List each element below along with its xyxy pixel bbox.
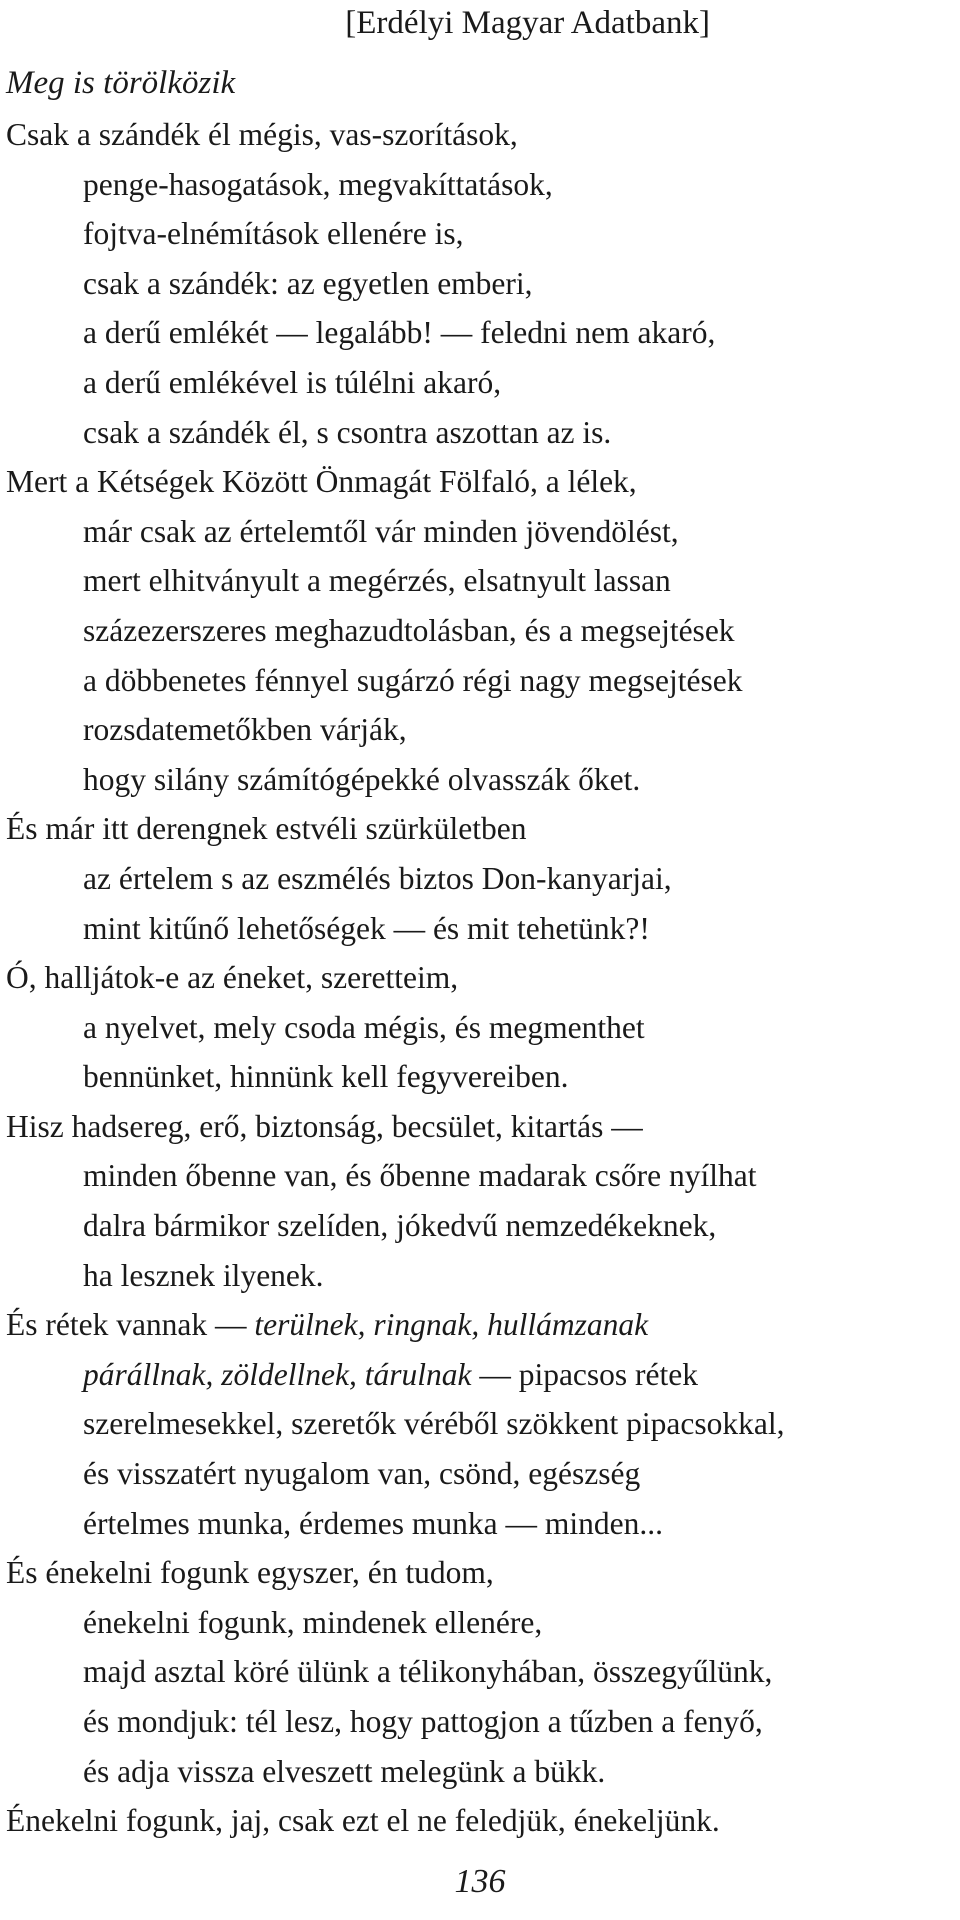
text-phrase: — pipacsos rétek [471, 1356, 699, 1392]
poem-line: és visszatért nyugalom van, csönd, egészség [83, 1456, 641, 1492]
poem-line: csak a szándék: az egyetlen emberi, [83, 265, 533, 301]
poem-line: Csak a szándék él mégis, vas-szorítások, [6, 117, 518, 152]
source-header: [Erdélyi Magyar Adatbank] [345, 5, 710, 41]
poem-line: csak a szándék él, s csontra aszottan az is. [83, 414, 612, 450]
poem-line [6, 1300, 956, 1350]
poem-line: Mert a Kétségek Között Önmagát Fölfaló, a lélek, [6, 464, 637, 500]
poem-line: szerelmesekkel, szeretők véréből szökkent pipacsokkal, [83, 1406, 785, 1442]
poem-body [6, 110, 956, 1846]
text-phrase: És rétek vannak — [6, 1307, 255, 1343]
poem-line: a nyelvet, mely csoda mégis, és megmenthet [83, 1009, 645, 1045]
poem-line: énekelni fogunk, mindenek ellenére, [83, 1604, 543, 1640]
poem-line: Ó, halljátok-e az éneket, szeretteim, [6, 960, 459, 996]
italic-phrase: terülnek, ringnak, hullámzanak [254, 1307, 649, 1343]
italic-phrase: párállnak, zöldellnek, tárulnak [83, 1356, 472, 1392]
poem-line: az értelem s az eszmélés biztos Don-kanyarjai, [83, 860, 672, 896]
poem-line: Énekelni fogunk, jaj, csak ezt el ne feledjük, énekeljünk. [6, 1803, 720, 1839]
poem-line: Hisz hadsereg, erő, biztonság, becsület, kitartás — [6, 1108, 643, 1144]
poem-line: mint kitűnő lehetőségek — és mit tehetünk?! [83, 910, 650, 946]
poem-line: és adja vissza elveszett melegünk a bükk. [83, 1753, 606, 1789]
poem-line: a derű emlékével is túlélni akaró, [83, 364, 502, 400]
poem-line: ha lesznek ilyenek. [83, 1257, 324, 1293]
poem-line: értelmes munka, érdemes munka — minden... [83, 1505, 663, 1541]
poem-line: a derű emlékét — legalább! — feledni nem akaró, [83, 315, 716, 351]
poem-line: mert elhitványult a megérzés, elsatnyult lassan [83, 563, 671, 599]
poem-line: dalra bármikor szelíden, jókedvű nemzedékeknek, [83, 1208, 717, 1244]
poem-line: bennünket, hinnünk kell fegyvereiben. [83, 1059, 569, 1095]
poem-line: majd asztal köré ülünk a télikonyhában, összegyűlünk, [83, 1654, 773, 1690]
poem-line: És énekelni fogunk egyszer, én tudom, [6, 1555, 494, 1591]
poem-line: rozsdatemetőkben várják, [83, 712, 407, 748]
poem-line [6, 1350, 956, 1400]
poem-line: a döbbenetes fénnyel sugárzó régi nagy megsejtések [83, 662, 743, 698]
poem-title: Meg is törölközik [6, 65, 236, 101]
page-number: 136 [454, 1863, 506, 1900]
poem-line: És már itt derengnek estvéli szürkületben [6, 811, 527, 847]
poem-line: penge-hasogatások, megvakíttatások, [83, 166, 553, 202]
poem-line: és mondjuk: tél lesz, hogy pattogjon a tűzben a fenyő, [83, 1704, 763, 1739]
poem-line: már csak az értelemtől vár minden jövendölést, [83, 513, 679, 549]
poem-line: hogy silány számítógépekké olvasszák őket. [83, 761, 641, 797]
poem-line: százezerszeres meghazudtolásban, és a megsejtések [83, 612, 735, 648]
poem-line: fojtva-elnémítások ellenére is, [83, 216, 464, 252]
poem-line: minden őbenne van, és őbenne madarak csőre nyílhat [83, 1158, 757, 1194]
